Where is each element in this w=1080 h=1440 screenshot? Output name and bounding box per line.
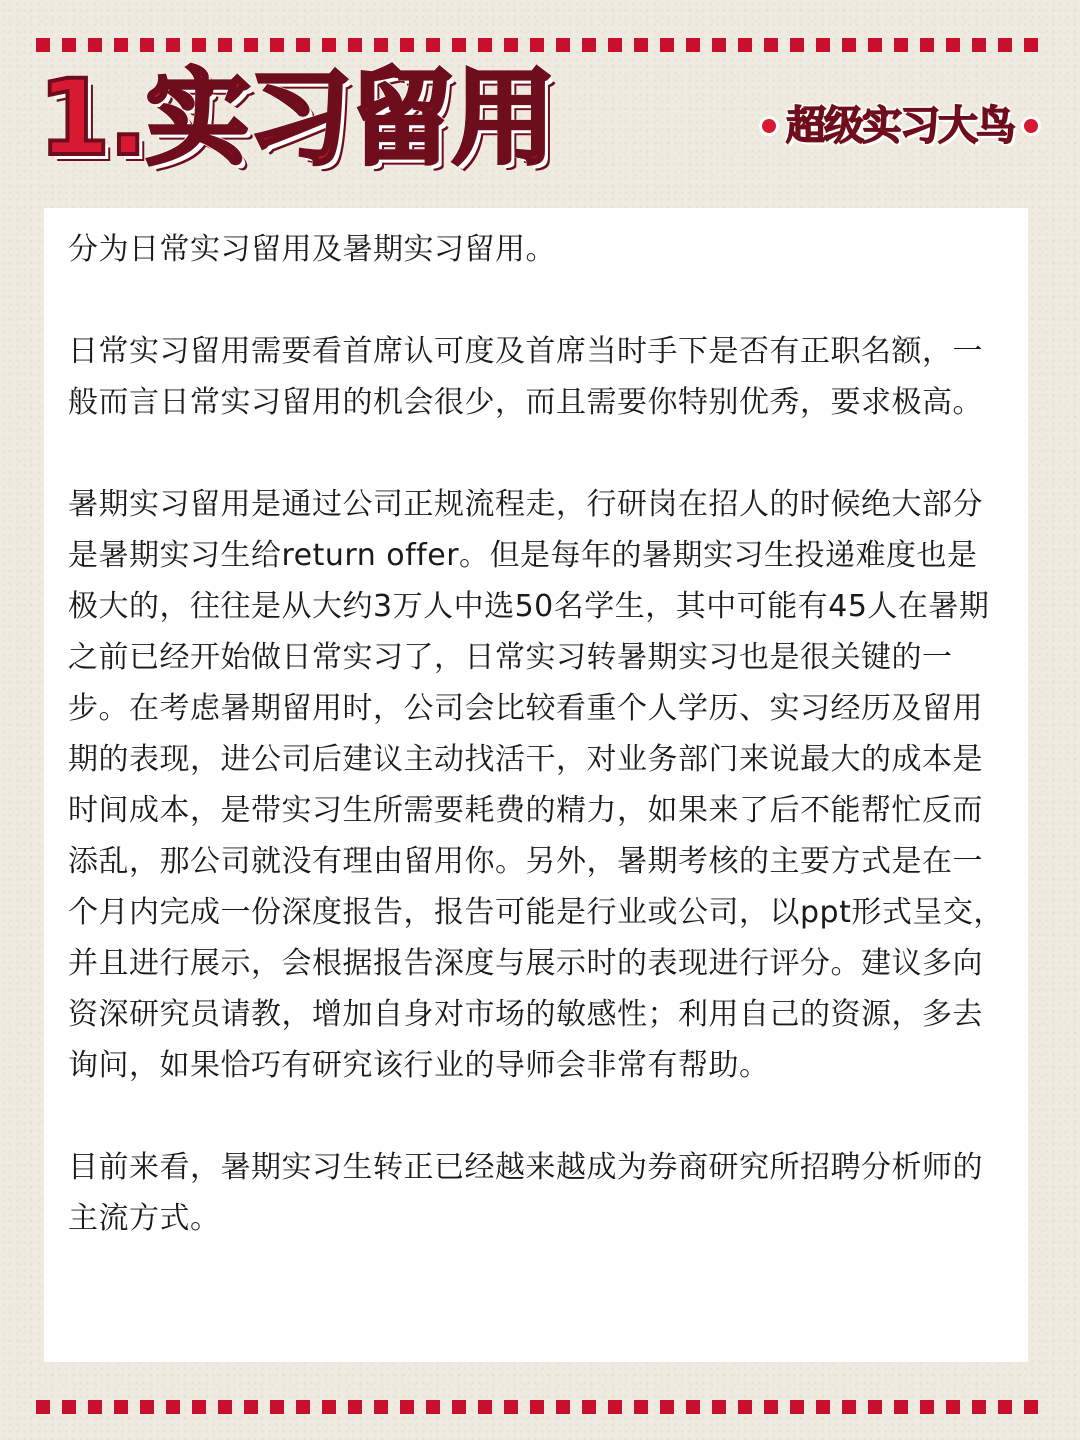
- brand-dot-right-icon: [1024, 119, 1038, 133]
- brand-name: 超级实习大鸟: [786, 103, 1014, 149]
- page-title: 1.实习留用: [38, 57, 554, 179]
- bottom-dashed-border: [36, 1400, 1044, 1414]
- paragraph-daily-internship: 日常实习留用需要看首席认可度及首席当时手下是否有正职名额，一般而言日常实习留用的机会很少，而且需要你特别优秀，要求极高。: [68, 334, 983, 420]
- top-dashed-border: [36, 38, 1044, 52]
- paragraph-conclusion: 目前来看，暑期实习生转正已经越来越成为券商研究所招聘分析师的主流方式。: [68, 1150, 983, 1236]
- brand-badge: [762, 96, 1038, 156]
- brand-dot-left-icon: [762, 119, 776, 133]
- content-card: [44, 208, 1028, 1362]
- paragraph-summer-internship: 暑期实习留用是通过公司正规流程走，行研岗在招人的时候绝大部分是暑期实习生给return offer。但是每年的暑期实习生投递难度也是极大的，往往是从大约3万人中选50名学生，其中可能有45人在暑期之前已经开始做日常实习了，日常实习转暑期实习也是很关键的一步。在考虑暑期留用时，公司会比较看重个人学历、实习经历及留用期的表现，进公司后建议主动找活干，对业务部门来说最大的成本是时间成本，是带实习生所需要耗费的精力，如果来了后不能帮忙反而添乱，那公司就没有理由留用你。另外，暑期考核的主要方式是在一个月内完成一份深度报告，报告可能是行业或公司，以ppt形式呈交，并且进行展示，会根据报告深度与展示时的表现进行评分。建议多向资深研究员请教，增加自身对市场的敏感性；利用自己的资源，多去询问，如果恰巧有研究该行业的导师会非常有帮助。: [68, 487, 1004, 1083]
- paragraph-intro: 分为日常实习留用及暑期实习留用。: [68, 232, 556, 267]
